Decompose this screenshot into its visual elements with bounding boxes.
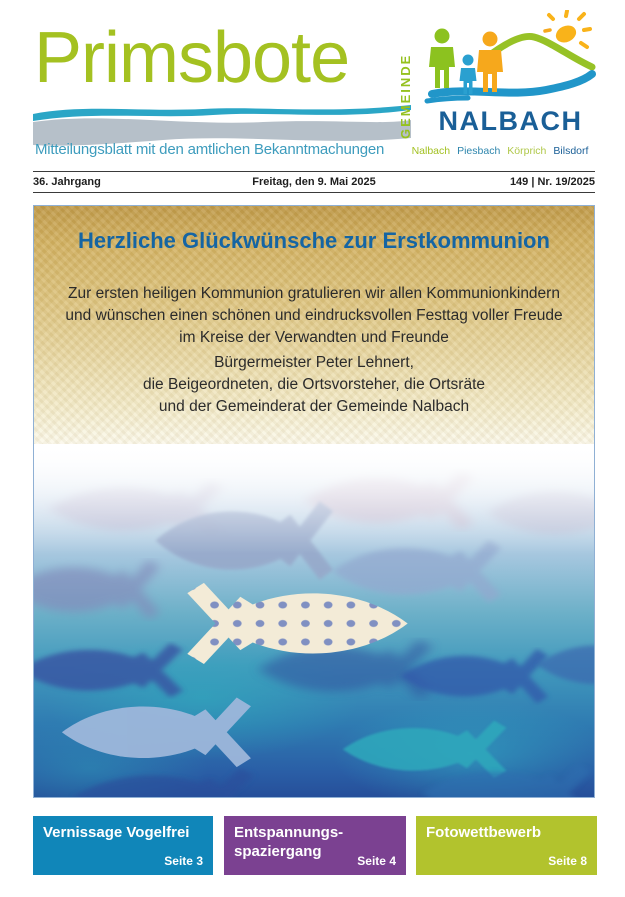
gold-banner	[34, 206, 594, 468]
teaser-label	[43, 824, 205, 843]
municipality-name: NALBACH	[438, 106, 583, 136]
family-figures-icon	[429, 29, 503, 95]
teaser-line: Fotowettbewerb	[426, 824, 541, 841]
fade-overlay	[34, 444, 594, 554]
nalbach-logo	[424, 10, 597, 110]
fish-illustration	[34, 444, 594, 797]
issue-volume: 36. Jahrgang	[33, 176, 101, 188]
teaser-fotowettbewerb	[416, 816, 597, 875]
issue-info-bar	[33, 171, 595, 193]
teaser-line: Vernissage Vogelfrei	[43, 824, 190, 841]
teaser-line: Entspannungs-	[234, 824, 344, 841]
newsletter-title: Primsbote	[34, 18, 350, 98]
announcement-signature	[38, 352, 590, 418]
district-piesbach: Piesbach	[457, 145, 501, 157]
newsletter-subtitle: Mitteilungsblatt mit den amtlichen Bekanntmachungen	[35, 141, 385, 158]
issue-number: 149 | Nr. 19/2025	[509, 176, 595, 188]
cover-illustration	[33, 205, 595, 798]
announcement-headline: Herzliche Glückwünsche zur Erstkommunion	[78, 228, 550, 253]
teaser-entspannungsspaziergang	[224, 816, 406, 875]
district-bilsdorf: Bilsdorf	[553, 145, 589, 157]
district-koerprich: Körprich	[507, 145, 547, 157]
issue-date: Freitag, den 9. Mai 2025	[252, 176, 376, 188]
teaser-line: spaziergang	[234, 842, 322, 860]
body-line: und wünschen einen schönen und eindrucksvollen Festtag voller Freude	[65, 307, 563, 324]
teaser-page-ref: Seite 3	[164, 854, 203, 868]
body-line: Zur ersten heiligen Kommunion gratulieren wir allen Kommunionkindern	[68, 285, 560, 302]
teaser-page-ref: Seite 8	[548, 854, 587, 868]
polka-dot-fish-icon	[196, 588, 408, 659]
announcement-body	[38, 283, 590, 349]
signature-line: Bürgermeister Peter Lehnert,	[214, 354, 414, 371]
signature-line: und der Gemeinderat der Gemeinde Nalbach	[158, 398, 470, 415]
district-list	[402, 145, 598, 157]
river-wave-icon	[427, 74, 592, 101]
signature-line: die Beigeordneten, die Ortsvorsteher, die Ortsräte	[142, 376, 486, 393]
gemeinde-vertical-label: GEMEINDE	[398, 53, 413, 139]
teaser-vernissage	[33, 816, 213, 875]
teaser-page-ref: Seite 4	[357, 854, 396, 868]
teaser-label	[426, 824, 589, 843]
body-line: im Kreise der Verwandten und Freunde	[179, 329, 449, 346]
district-nalbach: Nalbach	[411, 145, 451, 157]
